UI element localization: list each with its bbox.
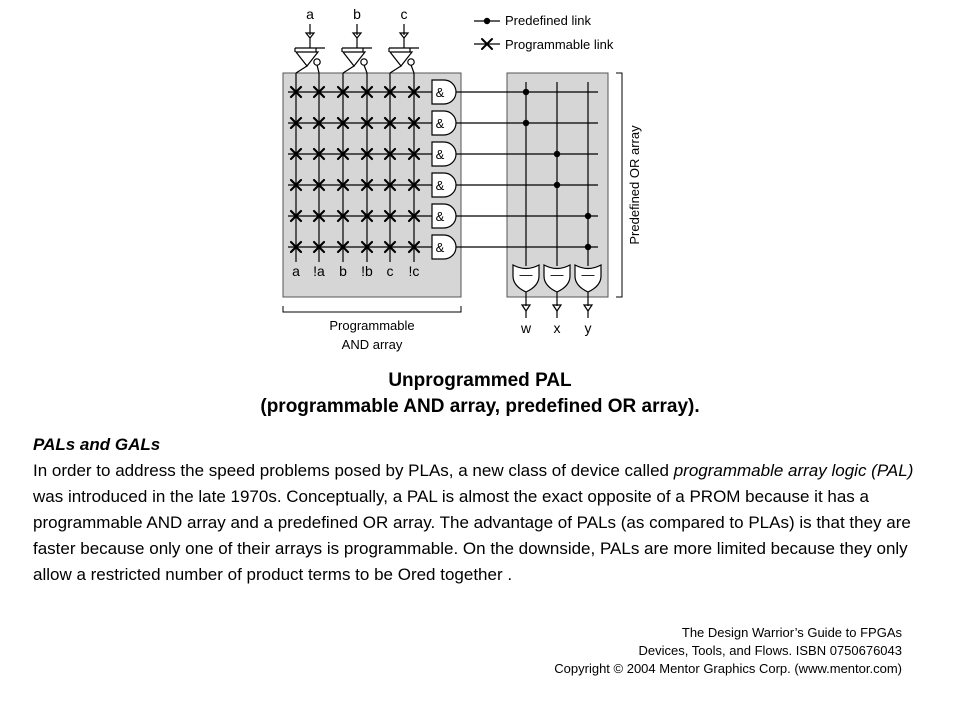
predefined-link-r3c1 [554,182,560,188]
buffer-out-true-2 [390,66,401,73]
column-label-1: !a [313,263,325,279]
predefined-link-r0c0 [523,89,529,95]
buffer-out-true-1 [343,66,354,73]
input-label-b: b [353,6,361,22]
body-term: programmable array logic (PAL) [673,461,914,480]
footer-line-2: Devices, Tools, and Flows. ISBN 0750676043 [638,643,902,658]
or-array-bracket [616,73,622,297]
or-gate-symbol-2: — [581,267,595,282]
body-text [33,432,933,588]
and-array-bracket [283,306,461,312]
footer-line-3: Copyright © 2004 Mentor Graphics Corp. (www.mentor.com) [554,661,902,676]
predefined-link-r5c2 [585,244,591,250]
caption-subtitle: (programmable AND array, predefined OR array). [260,396,700,417]
and-gate-symbol-0: & [435,85,445,100]
input-label-c: c [400,6,408,22]
and-gate-symbol-1: & [435,116,445,131]
buffer-out-inv-0 [317,65,319,73]
and-array-label-line1: Programmable [329,318,415,333]
column-label-4: c [386,263,394,279]
column-label-5: !c [408,263,420,279]
input-inverter-bubble-b [361,59,367,65]
and-array-label-line2: AND array [341,337,403,352]
body-text-part1: In order to address the speed problems posed by PLAs, a new class of device called [33,461,674,480]
output-label-w: w [520,320,532,336]
input-inverter-bubble-a [314,59,320,65]
and-gate-symbol-5: & [435,240,445,255]
input-inverter-bubble-c [408,59,414,65]
footer-citation [554,624,902,678]
and-gate-symbol-3: & [435,178,445,193]
predefined-link-r1c0 [523,120,529,126]
body-text-part2: was introduced in the late 1970s. Conceptually, a PAL is almost the exact opposite of a PROM because it has a programmable AND array and a predefined OR array. The advantage of PALs (as compared to PLAs) is that they are faster because only one of their arrays is programmable. On the downside, PALs are more limited because they only allow a restricted number of product terms to be Ored together . [33,487,911,584]
predefined-link-r2c1 [554,151,560,157]
or-array-label: Predefined OR array [627,125,642,245]
input-label-a: a [306,6,314,22]
or-gate-symbol-0: — [519,267,533,282]
column-label-3: !b [361,263,373,279]
predefined-link-r4c2 [585,213,591,219]
buffer-out-inv-1 [364,65,367,73]
legend-predefined-label: Predefined link [505,13,591,28]
body-paragraph [33,461,913,584]
output-label-x: x [553,320,561,336]
section-heading: PALs and GALs [33,435,161,454]
caption-title: Unprogrammed PAL [388,370,572,391]
legend-programmable-label: Programmable link [505,37,614,52]
output-label-y: y [584,320,592,336]
or-gate-symbol-1: — [550,267,564,282]
column-label-0: a [292,263,300,279]
buffer-out-true-0 [296,66,307,73]
and-gate-symbol-4: & [435,209,445,224]
legend-predefined-dot [484,18,490,24]
buffer-out-inv-2 [411,65,414,73]
footer-line-1: The Design Warrior’s Guide to FPGAs [681,625,902,640]
and-gate-symbol-2: & [435,147,445,162]
column-label-2: b [339,263,347,279]
